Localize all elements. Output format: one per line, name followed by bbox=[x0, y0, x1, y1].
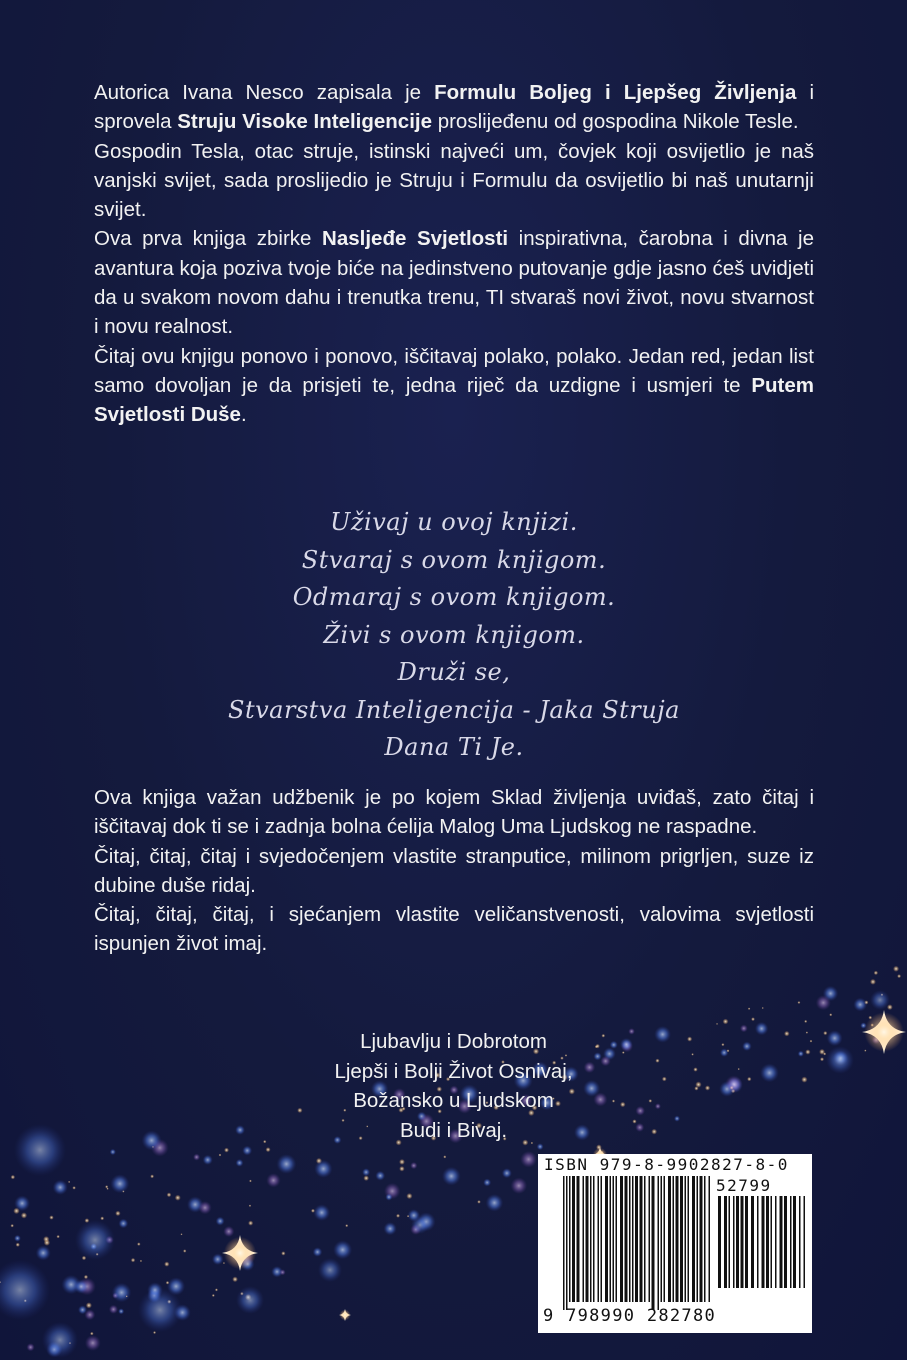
sparkle-dot bbox=[784, 1031, 789, 1036]
sparkle-dot bbox=[203, 1155, 213, 1165]
barcode-bar bbox=[741, 1196, 744, 1288]
sparkle-dot bbox=[14, 1235, 21, 1242]
barcode-bar bbox=[598, 1176, 600, 1302]
barcode-bar bbox=[583, 1176, 585, 1302]
sparkle-dot bbox=[74, 1279, 88, 1293]
barcode-bar bbox=[610, 1176, 612, 1302]
sparkle-dot bbox=[131, 1258, 135, 1262]
sparkle-dot bbox=[806, 1031, 808, 1033]
sparkle-dot bbox=[751, 1017, 755, 1021]
sparkle-dot bbox=[277, 1154, 297, 1174]
barcode-bar bbox=[757, 1196, 759, 1288]
sparkle-dot bbox=[738, 1068, 740, 1070]
sparkle-dot bbox=[870, 979, 876, 985]
barcode-bar bbox=[790, 1196, 792, 1288]
barcode-bar bbox=[605, 1176, 608, 1302]
sparkle-dot bbox=[864, 1012, 904, 1052]
sparkle-dot bbox=[198, 1201, 211, 1214]
sparkle-dot bbox=[362, 1168, 370, 1176]
sparkle-dot bbox=[829, 1013, 832, 1016]
sparkle-dot bbox=[180, 1233, 182, 1235]
sparkle-dot bbox=[224, 1237, 256, 1269]
sparkle-dot bbox=[13, 1208, 19, 1214]
outro-paragraph-2: Čitaj, čitaj, čitaj i svjedočenjem vlastite stranputice, milinom prigrljen, suze iz dubine duše ridaj. bbox=[94, 844, 814, 897]
sparkle-dot bbox=[142, 1131, 162, 1151]
sparkle-dot bbox=[520, 1151, 537, 1168]
sparkle-dot bbox=[826, 1046, 854, 1074]
barcode-bar bbox=[572, 1176, 575, 1302]
barcode-bar bbox=[751, 1196, 754, 1288]
barcode-bar bbox=[784, 1196, 787, 1288]
sparkle-dot bbox=[827, 1030, 843, 1046]
sparkle-dot bbox=[10, 1224, 13, 1227]
poem-line: Dana Ti Je. bbox=[384, 733, 524, 761]
barcode-bar bbox=[718, 1196, 721, 1288]
barcode-bar bbox=[658, 1176, 660, 1310]
barcode-bar bbox=[804, 1196, 806, 1288]
sparkle-dot bbox=[442, 1167, 461, 1186]
sparkle-dot bbox=[212, 1253, 224, 1265]
sparkle-dot bbox=[219, 1154, 222, 1157]
intro-text bbox=[94, 78, 814, 430]
sparkle-dot bbox=[86, 1302, 92, 1308]
sparkle-dot bbox=[755, 1022, 769, 1036]
sparkle-dot bbox=[748, 1007, 751, 1010]
sparkle-dot bbox=[242, 1146, 252, 1156]
sparkle-dot bbox=[801, 1077, 807, 1083]
sparkle-dot bbox=[27, 1343, 35, 1351]
sparkle-dot bbox=[797, 1001, 800, 1004]
sparkle-dot bbox=[486, 1194, 504, 1212]
sparkle-dot bbox=[138, 1288, 182, 1332]
sparkle-dot bbox=[36, 1245, 51, 1260]
poem-line: Uživaj u ovoj knjizi. bbox=[330, 508, 578, 536]
barcode-bar bbox=[673, 1176, 675, 1302]
sparkle-dot bbox=[363, 1175, 369, 1181]
sparkle-dot bbox=[118, 1219, 128, 1229]
sparkle-dot bbox=[502, 1168, 512, 1178]
sparkle-dot bbox=[740, 1024, 748, 1032]
sparkle-dot bbox=[249, 1205, 251, 1207]
sparkle-dot bbox=[805, 1049, 810, 1054]
sparkle-dot bbox=[110, 1174, 129, 1193]
sparkle-dot bbox=[193, 1154, 200, 1161]
sparkle-dot bbox=[762, 1007, 764, 1009]
closing-verse bbox=[200, 1027, 707, 1145]
sparkle-dot bbox=[410, 1162, 417, 1169]
sparkle-dot bbox=[56, 1235, 59, 1238]
intro-paragraph-2: Gospodin Tesla, otac struje, istinski najveći um, čovjek koji osvijetlio je naš vanjski svijet, sada proslijedio je Struju i Formulu da osvijetlio bi naš unutarnji svijet. bbox=[94, 139, 814, 222]
sparkle-dot bbox=[68, 1181, 70, 1183]
sparkle-dot bbox=[248, 1221, 253, 1226]
sparkle-dot bbox=[443, 1155, 446, 1158]
barcode-bar bbox=[680, 1176, 683, 1302]
sparkle-dot bbox=[75, 1220, 115, 1260]
sparkle-dot bbox=[266, 1147, 271, 1152]
barcode-bar bbox=[704, 1176, 706, 1302]
sparkle-dot bbox=[853, 998, 867, 1012]
barcode-bar bbox=[644, 1176, 646, 1302]
barcode-bar bbox=[793, 1196, 796, 1288]
sparkle-dot bbox=[897, 974, 901, 978]
barcode-bar bbox=[563, 1176, 565, 1310]
sparkle-dot bbox=[126, 1295, 128, 1297]
barcode-bar bbox=[586, 1176, 589, 1302]
barcode-bar bbox=[661, 1176, 663, 1302]
sparkle-dot bbox=[106, 1188, 108, 1190]
sparkle-dot bbox=[313, 1204, 330, 1221]
sparkle-dot bbox=[249, 1180, 252, 1183]
sparkle-dot bbox=[333, 1240, 352, 1259]
barcode-bar bbox=[780, 1196, 783, 1288]
sparkle-dot bbox=[14, 1124, 66, 1176]
closing-line: Ljepši i Bolji Život Osnivaj, bbox=[334, 1059, 573, 1083]
sparkle-dot bbox=[236, 1159, 244, 1167]
barcode-bar bbox=[620, 1176, 623, 1302]
sparkle-dot bbox=[266, 1173, 280, 1187]
barcode-bar bbox=[613, 1176, 615, 1302]
barcode-bar bbox=[745, 1196, 748, 1288]
sparkle-dot bbox=[72, 1186, 75, 1189]
sparkle-dot bbox=[280, 1269, 286, 1275]
sparkle-dot bbox=[511, 1177, 528, 1194]
barcode-bar bbox=[775, 1196, 777, 1288]
sparkle-dot bbox=[110, 1149, 116, 1155]
sparkle-dot bbox=[118, 1308, 124, 1314]
price-addon-label: 52799 bbox=[716, 1176, 772, 1195]
sparkle-dot bbox=[411, 1216, 429, 1234]
barcode-bar bbox=[635, 1176, 638, 1302]
barcode-bar bbox=[762, 1196, 765, 1288]
ean-bars bbox=[562, 1176, 712, 1310]
barcode-bar bbox=[566, 1176, 568, 1310]
sparkle-dot bbox=[747, 1077, 751, 1081]
poem-line: Živi s ovom knjigom. bbox=[323, 620, 585, 649]
sparkle-dot bbox=[823, 1052, 826, 1055]
sparkle-dot bbox=[100, 1216, 104, 1220]
barcode-bar bbox=[668, 1176, 671, 1302]
intro-paragraph-3: Ova prva knjiga zbirke Nasljeđe Svjetlosti inspirativna, čarobna i divna je avantura koja poziva tvoje biće na jedinstveno putovanje gdje jasno ćeš uvidjeti da u svakom novom dahu i trenutka trenu, TI stvaraš novi život, novu stvarnost i novu realnost. bbox=[94, 227, 814, 339]
barcode-bar bbox=[709, 1176, 711, 1302]
intro-paragraph-4: Čitaj ovu knjigu ponovo i ponovo, iščitavaj polako, polako. Jedan red, jedan list samo dovoljan je da prisjeti te, jedna riječ da uzdigne i usmjeri te Putem Svjetlosti Duše. bbox=[94, 344, 814, 427]
sparkle-dot bbox=[53, 1180, 68, 1195]
sparkle-dot bbox=[85, 1335, 101, 1351]
barcode-bar bbox=[640, 1176, 643, 1302]
isbn-label: ISBN 979-8-9902827-8-0 bbox=[544, 1155, 789, 1174]
ean-digits: 9 798990 282780 bbox=[543, 1306, 717, 1326]
barcode-bar bbox=[676, 1176, 679, 1302]
sparkle-dot bbox=[742, 1041, 752, 1051]
barcode-bar bbox=[700, 1176, 703, 1302]
barcode-bar bbox=[577, 1176, 580, 1302]
sparkle-dot bbox=[78, 1305, 87, 1314]
sparkle-dot bbox=[396, 1214, 400, 1218]
sparkle-dot bbox=[115, 1211, 120, 1216]
sparkle-dot bbox=[140, 1260, 142, 1262]
poem-line: Odmaraj s ovom knjigom. bbox=[292, 583, 616, 611]
sparkle-dot bbox=[166, 1281, 170, 1285]
barcode-bar bbox=[616, 1176, 618, 1302]
sparkle-dot bbox=[864, 1049, 866, 1051]
sparkle-dot bbox=[281, 1251, 285, 1255]
sparkle-dot bbox=[16, 1243, 20, 1247]
sparkle-dot bbox=[385, 1193, 392, 1200]
sparkle-dot bbox=[870, 990, 890, 1010]
sparkle-dot bbox=[150, 1174, 154, 1178]
barcode-bar bbox=[771, 1196, 773, 1288]
sparkle-dot bbox=[399, 1166, 404, 1171]
outro-paragraph-1: Ova knjiga važan udžbenik je po kojem Sklad življenja uviđaš, zato čitaj i iščitavaj dok ti se i zadnja bolna ćelija Malog Uma Ljudskog ne raspadne. bbox=[94, 786, 814, 839]
sparkle-dot bbox=[11, 1175, 15, 1179]
sparkle-dot bbox=[236, 1286, 264, 1314]
sparkle-dot bbox=[109, 1305, 118, 1314]
sparkle-dot bbox=[820, 1057, 824, 1061]
barcode-bar bbox=[632, 1176, 634, 1302]
sparkle-dot bbox=[384, 1222, 397, 1235]
sparkle-dot bbox=[407, 1215, 409, 1217]
poem-line: Stvarstva Inteligencija - Jaka Struja bbox=[228, 695, 680, 724]
barcode-bar bbox=[736, 1196, 739, 1288]
sparkle-dot bbox=[318, 1258, 342, 1282]
sparkle-dot bbox=[716, 1023, 718, 1025]
sparkle-dot bbox=[223, 1262, 225, 1264]
sparkle-dot bbox=[340, 1310, 351, 1321]
addon-bars bbox=[717, 1196, 807, 1288]
sparkle-dot bbox=[167, 1193, 172, 1198]
sparkle-dot bbox=[893, 966, 899, 972]
barcode-bar bbox=[649, 1176, 651, 1302]
isbn-barcode bbox=[538, 1154, 812, 1333]
barcode-bar bbox=[685, 1176, 687, 1302]
barcode-bar bbox=[799, 1196, 801, 1288]
sparkle-dot bbox=[164, 1261, 169, 1266]
sparkle-dot bbox=[42, 1322, 78, 1358]
barcode-bar bbox=[569, 1176, 571, 1302]
sparkle-dot bbox=[223, 1226, 234, 1237]
barcode-bar bbox=[593, 1176, 595, 1302]
sparkle-dot bbox=[137, 1242, 140, 1245]
barcode-bar bbox=[733, 1196, 735, 1288]
sparkle-dot bbox=[804, 1020, 807, 1023]
sparkle-dot bbox=[212, 1294, 215, 1297]
sparkle-dot bbox=[483, 1178, 491, 1186]
poem-line: Stvaraj s ovom knjigom. bbox=[301, 545, 607, 574]
sparkle-dot bbox=[399, 1159, 405, 1165]
outro-text bbox=[94, 783, 814, 959]
sparkle-dot bbox=[375, 1171, 385, 1181]
sparkle-dot bbox=[0, 1260, 50, 1320]
sparkle-dot bbox=[90, 1332, 94, 1336]
barcode-bar bbox=[729, 1196, 731, 1288]
barcode-bar bbox=[652, 1176, 655, 1310]
sparkle-dot bbox=[314, 1160, 332, 1178]
barcode-bar bbox=[664, 1176, 666, 1302]
sparkle-dot bbox=[477, 1200, 481, 1204]
sparkle-dot bbox=[43, 1236, 49, 1242]
sparkle-dot bbox=[112, 1283, 132, 1303]
sparkle-dot bbox=[760, 1063, 779, 1082]
barcode-bar bbox=[625, 1176, 628, 1302]
sparkle-dot bbox=[810, 1040, 813, 1043]
closing-line: Božansko u Ljudskom bbox=[353, 1089, 554, 1112]
barcode-bar bbox=[766, 1196, 769, 1288]
closing-line: Budi i Bivaj. bbox=[399, 1118, 508, 1142]
sparkle-dot bbox=[874, 971, 878, 975]
sparkle-dot bbox=[720, 1048, 729, 1057]
barcode-bar bbox=[601, 1176, 603, 1302]
sparkle-dot bbox=[175, 1195, 181, 1201]
sparkle-dot bbox=[183, 1249, 186, 1252]
intro-paragraph-1: Autorica Ivana Nesco zapisala je Formulu Boljeg i Ljepšeg Življenja i sprovela Struju Visoke Inteligencije proslijeđenu od gospodina Nikole Tesle. bbox=[94, 81, 814, 134]
sparkle-dot bbox=[725, 1075, 742, 1092]
sparkle-dot bbox=[406, 1193, 412, 1199]
outro-paragraph-3: Čitaj, čitaj, čitaj, i sjećanjem vlastite veličanstvenosti, valovima svjetlosti ispunjen život imaj. bbox=[94, 903, 814, 956]
barcode-bar bbox=[629, 1176, 631, 1302]
poem-line: Druži se, bbox=[397, 658, 511, 686]
sparkle-dot bbox=[798, 1051, 804, 1057]
barcode-bar bbox=[688, 1176, 690, 1302]
sparkle-dot bbox=[723, 1019, 729, 1025]
sparkle-dot bbox=[345, 1224, 348, 1227]
barcode-bar bbox=[590, 1176, 592, 1302]
sparkle-dot bbox=[232, 1277, 238, 1283]
barcode-bar bbox=[724, 1196, 727, 1288]
barcode-bar bbox=[697, 1176, 699, 1302]
sparkle-dot bbox=[21, 1212, 27, 1218]
poem bbox=[150, 504, 758, 767]
sparkle-dot bbox=[216, 1217, 225, 1226]
sparkle-dot bbox=[721, 1043, 724, 1046]
closing-line: Ljubavlju i Dobrotom bbox=[360, 1030, 547, 1053]
barcode-bar bbox=[692, 1176, 695, 1302]
sparkle-dot bbox=[215, 1288, 218, 1291]
sparkle-dot bbox=[313, 1247, 323, 1257]
sparkle-dot bbox=[224, 1148, 229, 1153]
sparkle-dot bbox=[49, 1215, 53, 1219]
sparkle-dot bbox=[823, 1031, 827, 1035]
sparkle-dot bbox=[816, 995, 831, 1010]
